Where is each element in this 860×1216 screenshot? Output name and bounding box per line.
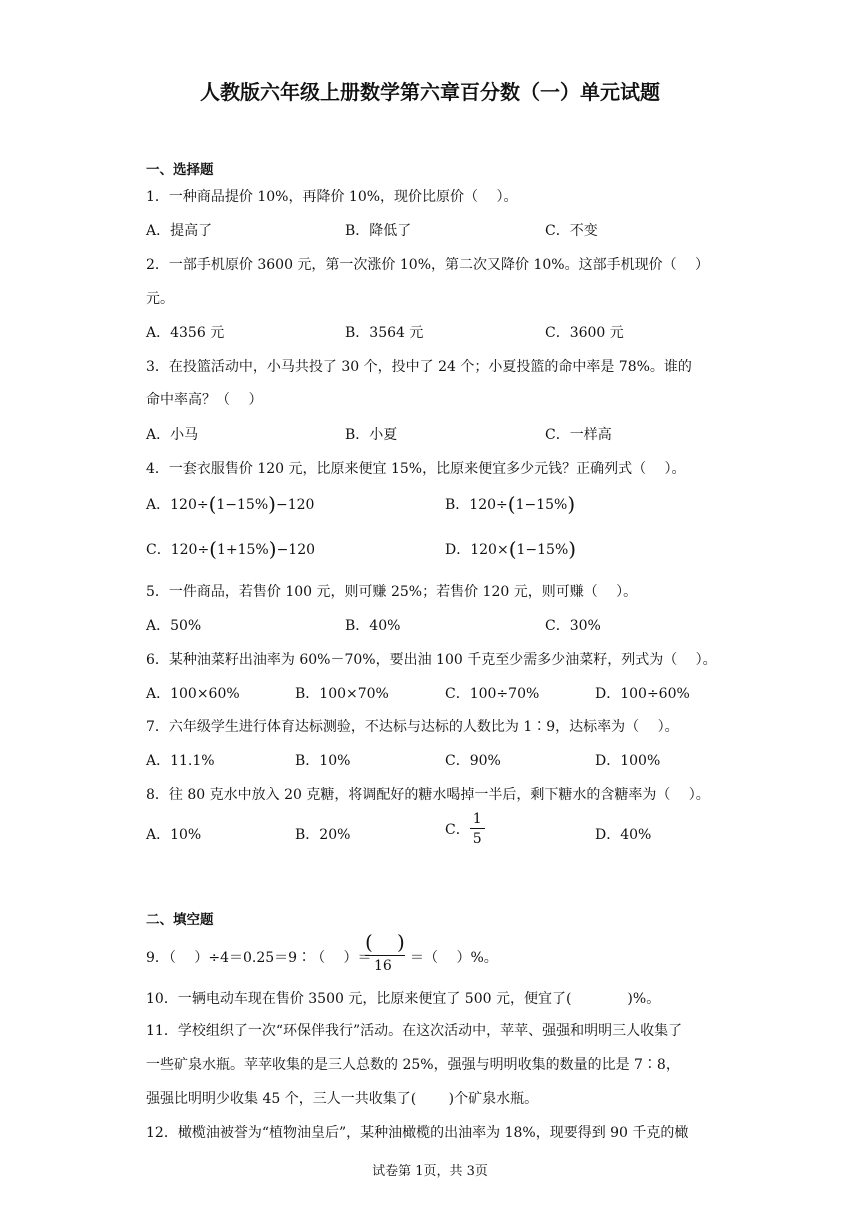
q3-option-b: B．小夏 [345, 427, 398, 443]
page-footer: 试卷第 1页，共 3页 [372, 1164, 488, 1179]
q2-option-a: A．4356 元 [146, 325, 225, 341]
q8-option-b: B．20% [295, 827, 351, 843]
question-2-line2: 元。 [146, 291, 174, 307]
q8-option-a: A．10% [146, 827, 202, 843]
q1-option-b: B．降低了 [345, 223, 412, 239]
section-heading-choice: 一、选择题 [146, 162, 214, 178]
q7-option-c: C．90% [445, 753, 501, 769]
q8-option-d: D．40% [595, 827, 652, 843]
question-4: 4．一套衣服售价 120 元，比原来便宜 15%，比原来便宜多少元钱？正确列式（ ）。 [146, 461, 686, 477]
q2-option-c: C．3600 元 [545, 325, 624, 341]
q6-option-b: B．100×70% [295, 686, 389, 702]
q4-option-d: D．120×(1−15%) [445, 537, 577, 561]
q1-option-a: A．提高了 [146, 223, 213, 239]
q5-option-a: A．50% [146, 618, 202, 634]
q6-option-d: D．100÷60% [595, 686, 690, 702]
question-10: 10．一辆电动车现在售价 3500 元，比原来便宜了 500 元，便宜了( )%。 [146, 991, 661, 1007]
page-title: 人教版六年级上册数学第六章百分数（一）单元试题 [200, 80, 660, 104]
q4-option-b: B．120÷(1−15%) [445, 492, 576, 516]
question-3-line2: 命中率高？（ ） [146, 392, 263, 408]
question-3-line1: 3．在投篮活动中，小马共投了 30 个，投中了 24 个；小夏投篮的命中率是 78%。谁的 [146, 359, 692, 375]
q9-blank-fraction: ( ) 16 [365, 930, 405, 974]
q3-option-a: A．小马 [146, 427, 199, 443]
question-11-line2: 一些矿泉水瓶。苹苹收集的是三人总数的 25%，强强与明明收集的数量的比是 7∶8， [146, 1057, 680, 1073]
q5-option-c: C．30% [545, 618, 601, 634]
q7-option-d: D．100% [595, 753, 661, 769]
question-9-post: ＝（ ）%。 [410, 950, 498, 966]
question-5: 5．一件商品，若售价 100 元，则可赚 25%；若售价 120 元，则可赚（ ）。 [146, 584, 638, 600]
q8-option-c: C． $\frac{1}{5}$ [445, 812, 485, 846]
q5-option-b: B．40% [345, 618, 401, 634]
question-1: 1．一种商品提价 10%，再降价 10%，现价比原价（ ）。 [146, 189, 518, 205]
section-heading-fill: 二、填空题 [146, 912, 214, 928]
q7-option-b: B．10% [295, 753, 351, 769]
question-8: 8．往 80 克水中放入 20 克糖，将调配好的糖水喝掉一半后，剩下糖水的含糖率为（ ）。 [146, 787, 710, 803]
q6-option-a: A．100×60% [146, 686, 240, 702]
question-11-line1: 11．学校组织了一次“环保伴我行”活动。在这次活动中，苹苹、强强和明明三人收集了 [146, 1023, 683, 1039]
q4-option-a: A．120÷(1−15%)−120 [146, 492, 315, 516]
q6-option-c: C．100÷70% [445, 686, 540, 702]
q3-option-c: C．一样高 [545, 427, 612, 443]
q7-option-a: A．11.1% [146, 753, 215, 769]
question-2-line1: 2．一部手机原价 3600 元，第一次涨价 10%，第二次又降价 10%。这部手机现价（ ） [146, 257, 710, 273]
question-7: 7．六年级学生进行体育达标测验，不达标与达标的人数比为 1∶9，达标率为（ ）。 [146, 719, 679, 735]
q1-option-c: C．不变 [545, 223, 598, 239]
question-6: 6．某种油菜籽出油率为 60%－70%，要出油 100 千克至少需多少油菜籽，列式为（ ）。 [146, 652, 717, 668]
q2-option-b: B．3564 元 [345, 325, 424, 341]
question-12: 12．橄榄油被誉为“植物油皇后”，某种油橄榄的出油率为 18%，现要得到 90 千克的橄 [146, 1125, 689, 1141]
question-11-line3: 强强比明明少收集 45 个，三人一共收集了( )个矿泉水瓶。 [146, 1091, 539, 1107]
q8-fraction: $\frac{1}{5}$ [470, 812, 485, 846]
q4-option-c: C．120÷(1+15%)−120 [146, 537, 316, 561]
question-9-pre: 9．（ ）÷4＝0.25＝9∶（ ）＝ [146, 950, 372, 966]
